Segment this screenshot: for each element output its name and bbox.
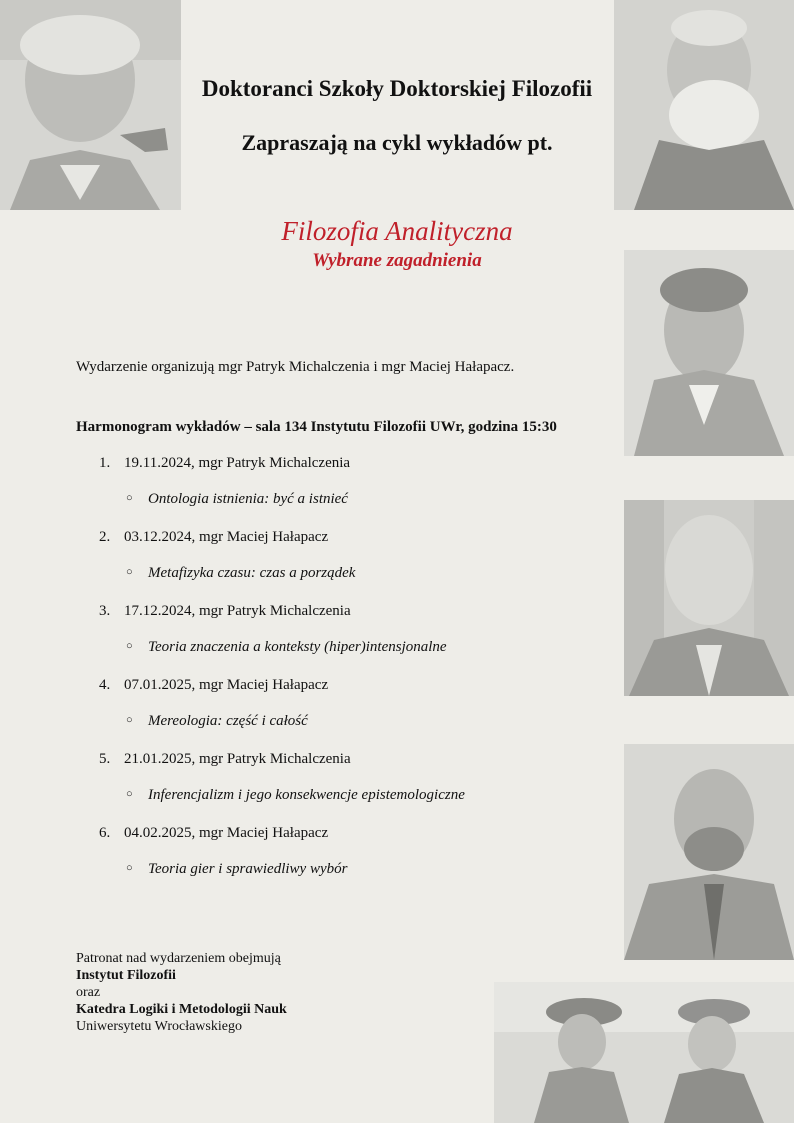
bullet-icon: ○ xyxy=(126,788,133,800)
bullet-icon: ○ xyxy=(126,640,133,652)
item-date-speaker: 03.12.2024, mgr Maciej Hałapacz xyxy=(124,529,329,545)
patronage-intro: Patronat nad wydarzeniem obejmują xyxy=(76,951,281,966)
portrait-photo-young-man xyxy=(624,250,794,456)
item-number: 5. xyxy=(99,751,111,767)
series-title: Filozofia Analityczna xyxy=(281,216,513,246)
poster-title: Doktoranci Szkoły Doktorskiej Filozofii xyxy=(201,76,593,101)
portrait-photo-bearded-man xyxy=(614,0,794,210)
item-topic: Inferencjalizm i jego konsekwencje epistemologiczne xyxy=(148,787,465,803)
item-date-speaker: 19.11.2024, mgr Patryk Michalczenia xyxy=(124,455,351,471)
patronage-block xyxy=(76,950,287,1035)
schedule-topic-2 xyxy=(126,565,355,582)
item-number: 1. xyxy=(99,455,111,471)
item-topic: Metafizyka czasu: czas a porządek xyxy=(148,565,356,581)
schedule-topic-4 xyxy=(126,713,308,730)
schedule-topic-1 xyxy=(126,491,348,508)
series-subtitle: Wybrane zagadnienia xyxy=(312,250,482,271)
portrait-photo-pipe-smoker xyxy=(0,0,181,210)
portrait-photo-man-with-beard-tie xyxy=(624,744,794,960)
bullet-icon: ○ xyxy=(126,862,133,874)
schedule-item-5 xyxy=(99,751,351,768)
item-date-speaker: 17.12.2024, mgr Patryk Michalczenia xyxy=(124,603,351,619)
schedule-item-1 xyxy=(99,455,350,472)
item-number: 2. xyxy=(99,529,111,545)
schedule-item-3 xyxy=(99,603,351,620)
portrait-photo-older-man xyxy=(624,500,794,696)
schedule-topic-5 xyxy=(126,787,465,804)
item-date-speaker: 21.01.2025, mgr Patryk Michalczenia xyxy=(124,751,351,767)
bullet-icon: ○ xyxy=(126,566,133,578)
organizers-note: Wydarzenie organizują mgr Patryk Michalczenia i mgr Maciej Hałapacz. xyxy=(76,359,515,375)
item-number: 6. xyxy=(99,825,111,841)
invitation-line: Zapraszają na cykl wykładów pt. xyxy=(241,130,553,155)
schedule-topic-3 xyxy=(126,639,447,656)
schedule-item-2 xyxy=(99,529,328,546)
photo-two-men-in-hats xyxy=(494,982,794,1123)
item-topic: Mereologia: część i całość xyxy=(148,713,308,729)
bullet-icon: ○ xyxy=(126,492,133,504)
schedule-heading: Harmonogram wykładów – sala 134 Instytutu Filozofii UWr, godzina 15:30 xyxy=(76,419,557,435)
patron-department: Katedra Logiki i Metodologii Nauk xyxy=(76,1002,287,1017)
bullet-icon: ○ xyxy=(126,714,133,726)
item-topic: Ontologia istnienia: być a istnieć xyxy=(148,491,348,507)
schedule-item-4 xyxy=(99,677,328,694)
item-topic: Teoria gier i sprawiedliwy wybór xyxy=(148,861,348,877)
item-number: 3. xyxy=(99,603,111,619)
schedule-topic-6 xyxy=(126,861,347,878)
item-date-speaker: 07.01.2025, mgr Maciej Hałapacz xyxy=(124,677,329,693)
item-number: 4. xyxy=(99,677,111,693)
patron-institute: Instytut Filozofii xyxy=(76,968,176,983)
schedule-item-6 xyxy=(99,825,328,842)
patronage-conjunction: oraz xyxy=(76,985,101,1000)
item-topic: Teoria znaczenia a konteksty (hiper)intensjonalne xyxy=(148,639,447,655)
item-date-speaker: 04.02.2025, mgr Maciej Hałapacz xyxy=(124,825,329,841)
patron-university: Uniwersytetu Wrocławskiego xyxy=(76,1019,242,1034)
